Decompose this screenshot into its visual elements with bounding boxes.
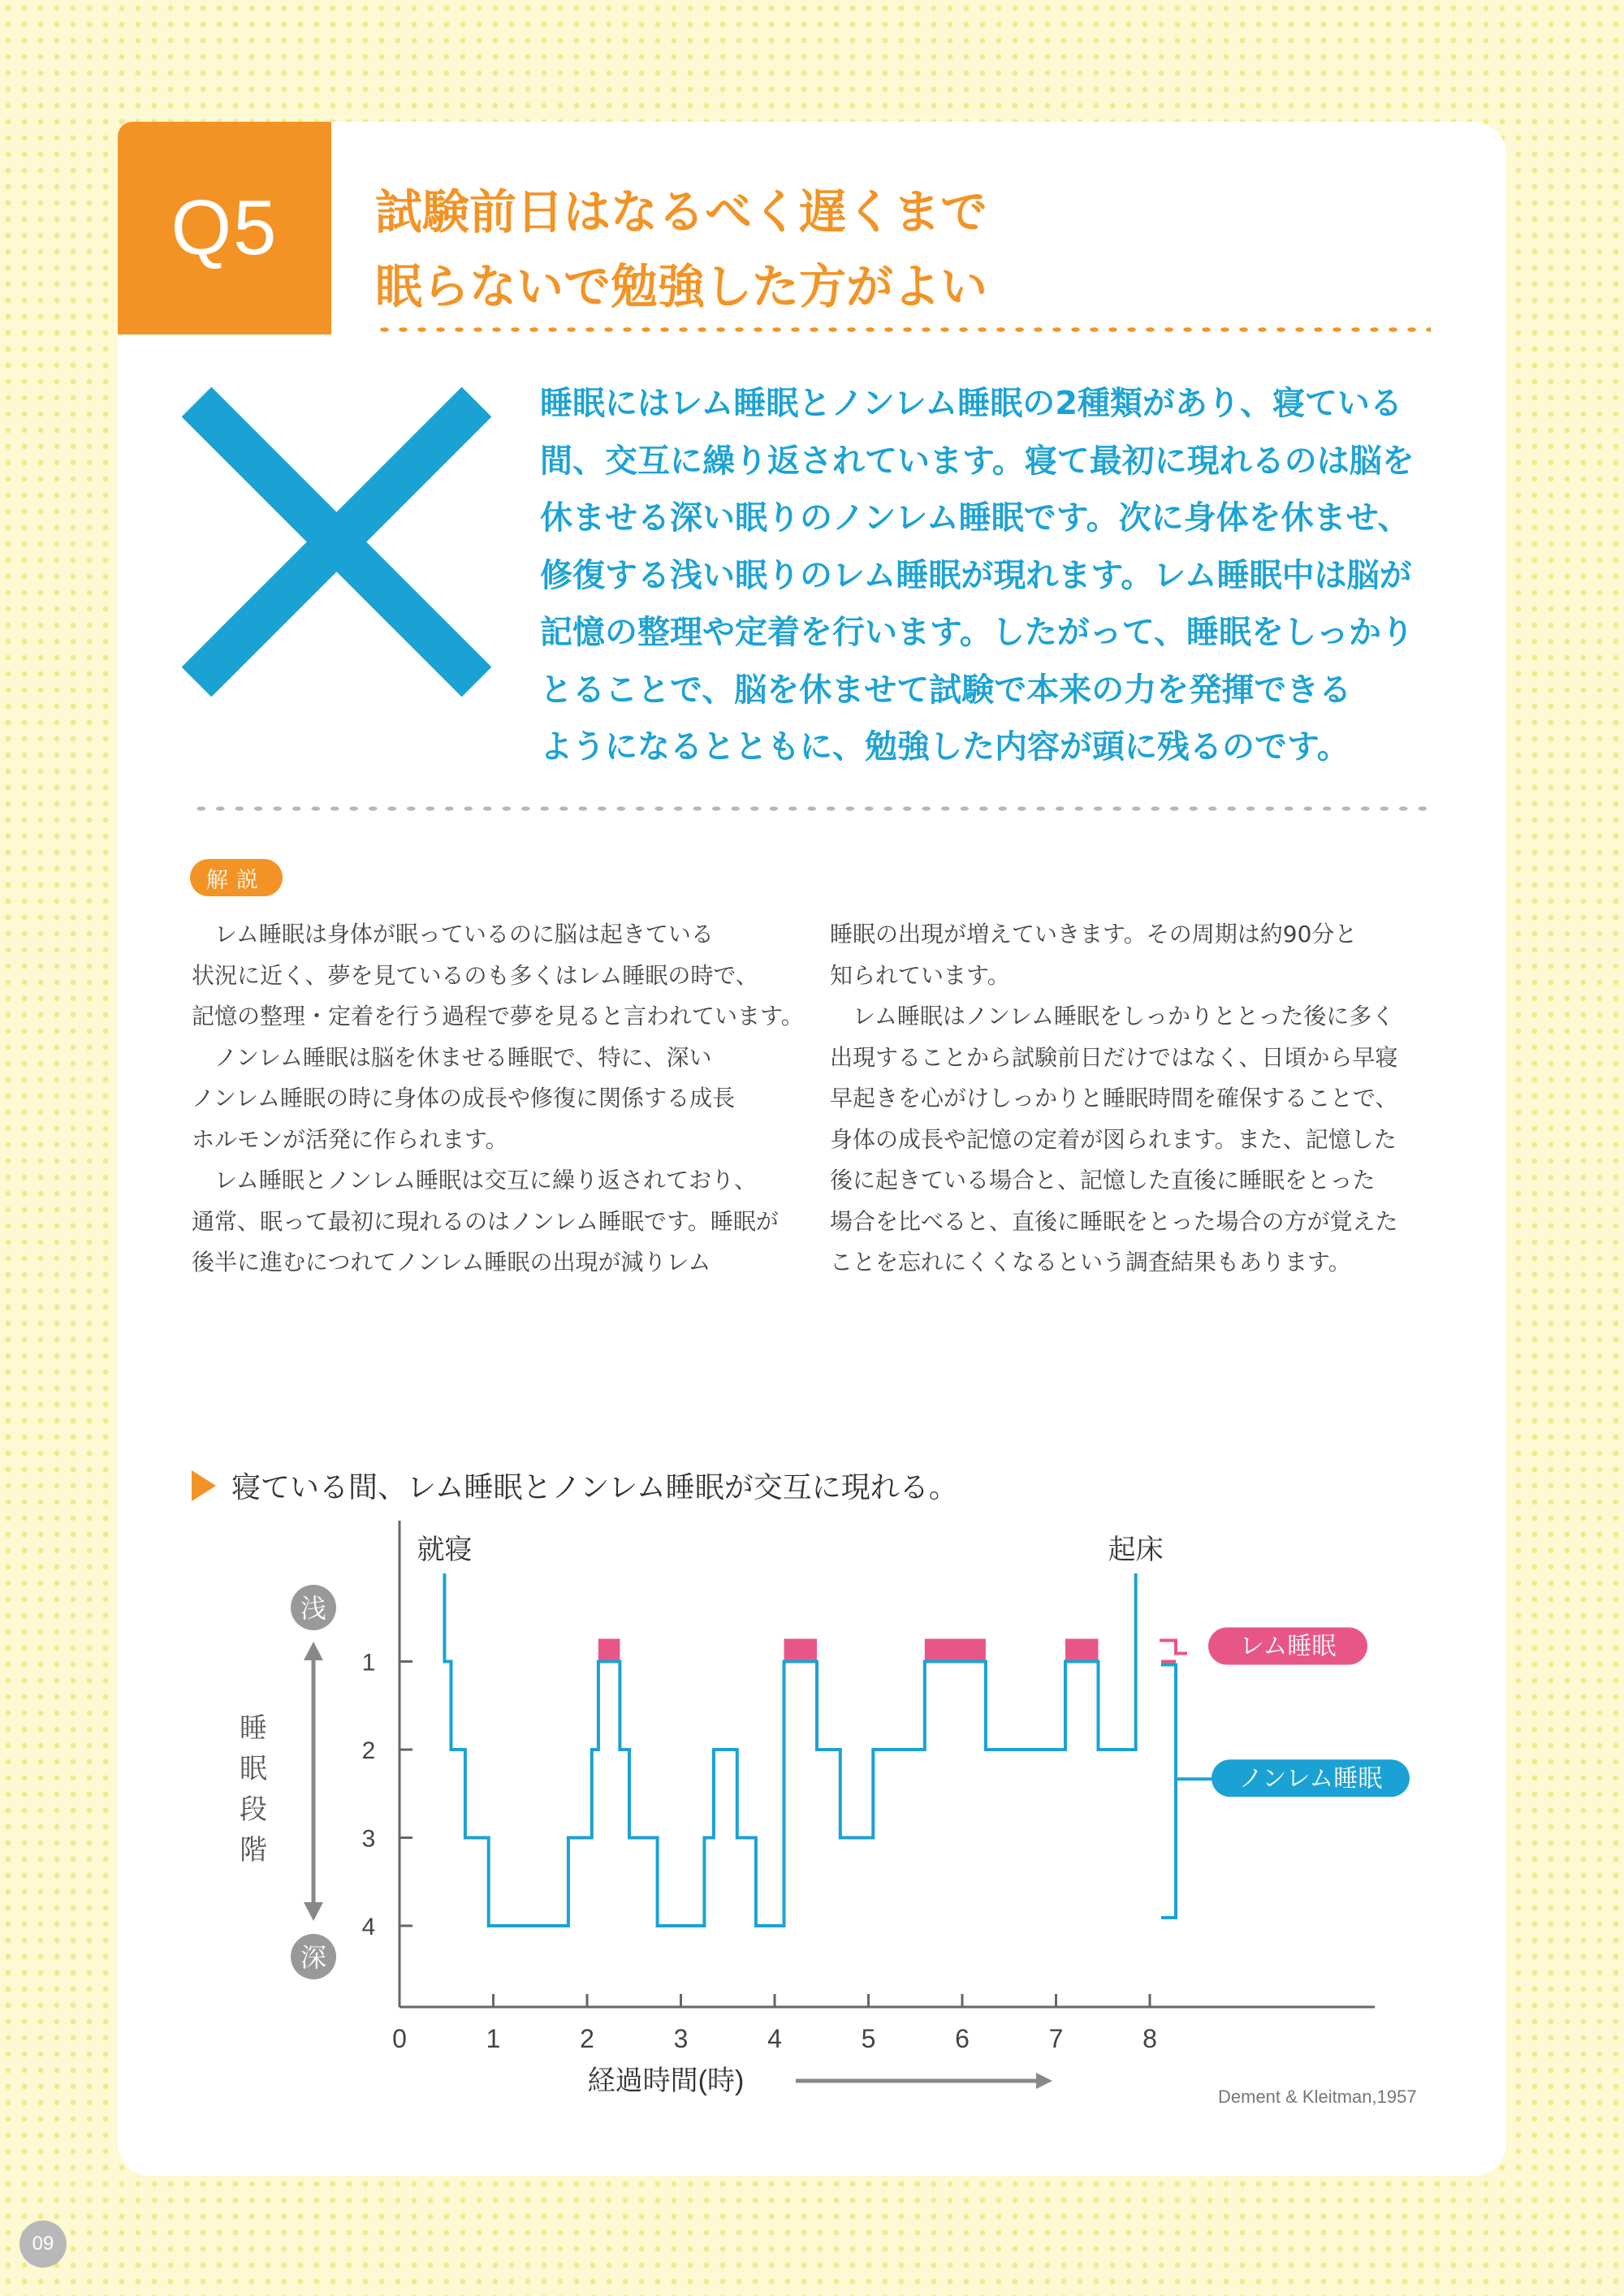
y-tick-label: 3 <box>361 1825 376 1853</box>
x-tick-label: 6 <box>955 2024 970 2053</box>
text-line: 後に起きている場合と、記憶した直後に睡眠をとった <box>830 1167 1376 1193</box>
x-tick-label: 0 <box>392 2024 407 2053</box>
question-number: Q5 <box>171 184 279 271</box>
shallow-label: 浅 <box>300 1594 327 1623</box>
y-axis-label-char: 睡 <box>240 1713 267 1744</box>
cross-mark-icon <box>180 386 493 698</box>
chart-source: Dement & Kleitman,1957 <box>1218 2087 1417 2107</box>
text-line: 早起きを心がけしっかりと睡眠時間を確保することで、 <box>830 1085 1398 1111</box>
rem-bracket <box>1160 1641 1187 1654</box>
explanation-label: 解説 <box>190 859 283 896</box>
text-line: 記憶の整理・定着を行う過程で夢を見ると言われています。 <box>192 1003 804 1029</box>
nonrem-bracket <box>1161 1665 1212 1918</box>
text-line: 出現することから試験前日だけではなく、日頃から早寝 <box>830 1043 1398 1071</box>
x-tick-label: 3 <box>673 2024 689 2053</box>
x-tick-label: 7 <box>1048 2024 1064 2053</box>
explanation-right-column <box>830 914 1447 1284</box>
text-line: レム睡眠は身体が眠っているのに脳は起きている <box>192 921 714 947</box>
arrow-down-icon <box>304 1902 323 1921</box>
text-line: 通常、眠って最初に現れるのはノンレム睡眠です。睡眠が <box>192 1207 779 1235</box>
x-tick-label: 2 <box>580 2024 594 2053</box>
explanation-left-column <box>192 914 809 1284</box>
page-number: 09 <box>19 2220 67 2268</box>
text-line: 場合を比べると、直後に睡眠をとった場合の方が覚えた <box>830 1207 1398 1235</box>
rem-period-bar <box>784 1639 817 1662</box>
x-tick-label: 4 <box>767 2024 782 2053</box>
x-axis-label: 経過時間(時) <box>587 2065 745 2096</box>
text-line: レム睡眠はノンレム睡眠をしっかりととった後に多く <box>830 1003 1395 1029</box>
text-line: ノンレム睡眠の時に身体の成長や修復に関係する成長 <box>192 1085 736 1111</box>
legend-nonrem-label: ノンレム睡眠 <box>1238 1765 1383 1793</box>
y-tick-label: 1 <box>361 1649 376 1677</box>
arrow-up-icon <box>304 1642 323 1660</box>
text-line: ホルモンが活発に作られます。 <box>192 1125 508 1153</box>
x-tick-label: 1 <box>486 2024 501 2053</box>
y-axis-label-char: 眠 <box>240 1754 267 1785</box>
text-line: 身体の成長や記憶の定着が図られます。また、記憶した <box>830 1125 1397 1153</box>
chart-title: 寝ている間、レム睡眠とノンレム睡眠が交互に現れる。 <box>231 1471 958 1504</box>
y-axis-label-char: 段 <box>240 1794 267 1825</box>
title-line: 試験前日はなるべく遅くまで <box>375 184 988 240</box>
rem-period-bar <box>598 1639 620 1662</box>
answer-line: 休ませる深い眠りのノンレム睡眠です。次に身体を休ませ、 <box>540 499 1410 537</box>
text-line: ノンレム睡眠は脳を休ませる睡眠で、特に、深い <box>192 1043 712 1071</box>
text-line: 知られています。 <box>830 961 1010 989</box>
text-line: レム睡眠とノンレム睡眠は交互に繰り返されており、 <box>192 1167 757 1193</box>
legend-rem-label: レム睡眠 <box>1239 1633 1337 1660</box>
sleep-stage-line <box>444 1573 1135 1926</box>
arrow-right-icon <box>1036 2073 1052 2089</box>
wake-label: 起床 <box>1108 1534 1164 1565</box>
text-line: ことを忘れにくくなるという調査結果もあります。 <box>830 1249 1351 1275</box>
answer-line: 間、交互に繰り返されています。寝て最初に現れるのは脳を <box>540 442 1415 480</box>
x-tick-label: 5 <box>861 2024 876 2053</box>
text-line: 後半に進むにつれてノンレム睡眠の出現が減りレム <box>192 1249 711 1275</box>
rem-period-bar <box>1065 1639 1098 1662</box>
y-tick-label: 4 <box>361 1914 376 1940</box>
rem-period-bar <box>925 1639 986 1662</box>
answer-line: ようになるとともに、勉強した内容が頭に残るのです。 <box>540 728 1350 766</box>
y-axis-label-char: 階 <box>240 1835 267 1866</box>
sleep-stage-chart <box>0 1510 1624 2127</box>
answer-line: 睡眠にはレム睡眠とノンレム睡眠の2種類があり、寝ている <box>540 385 1403 422</box>
text-line: 睡眠の出現が増えていきます。その周期は約90分と <box>830 921 1358 947</box>
answer-line: 修復する浅い眠りのレム睡眠が現れます。レム睡眠中は脳が <box>540 556 1412 594</box>
answer-line: 記憶の整理や定着を行います。したがって、睡眠をしっかり <box>540 614 1414 651</box>
play-triangle-icon <box>192 1470 216 1501</box>
text-line: 状況に近く、夢を見ているのも多くはレム睡眠の時で、 <box>192 961 758 989</box>
y-tick-label: 2 <box>361 1737 376 1764</box>
answer-line: とることで、脳を休ませて試験で本来の力を発揮できる <box>540 671 1352 709</box>
x-tick-label: 8 <box>1142 2024 1157 2053</box>
answer-text <box>540 375 1441 776</box>
question-badge <box>118 122 331 334</box>
question-title <box>375 175 987 324</box>
dotted-divider <box>375 325 1431 334</box>
dotted-divider-gray <box>192 804 1437 814</box>
deep-label: 深 <box>300 1943 327 1972</box>
title-line: 眠らないで勉強した方がよい <box>375 259 988 314</box>
sleep-onset-label: 就寝 <box>417 1534 473 1565</box>
